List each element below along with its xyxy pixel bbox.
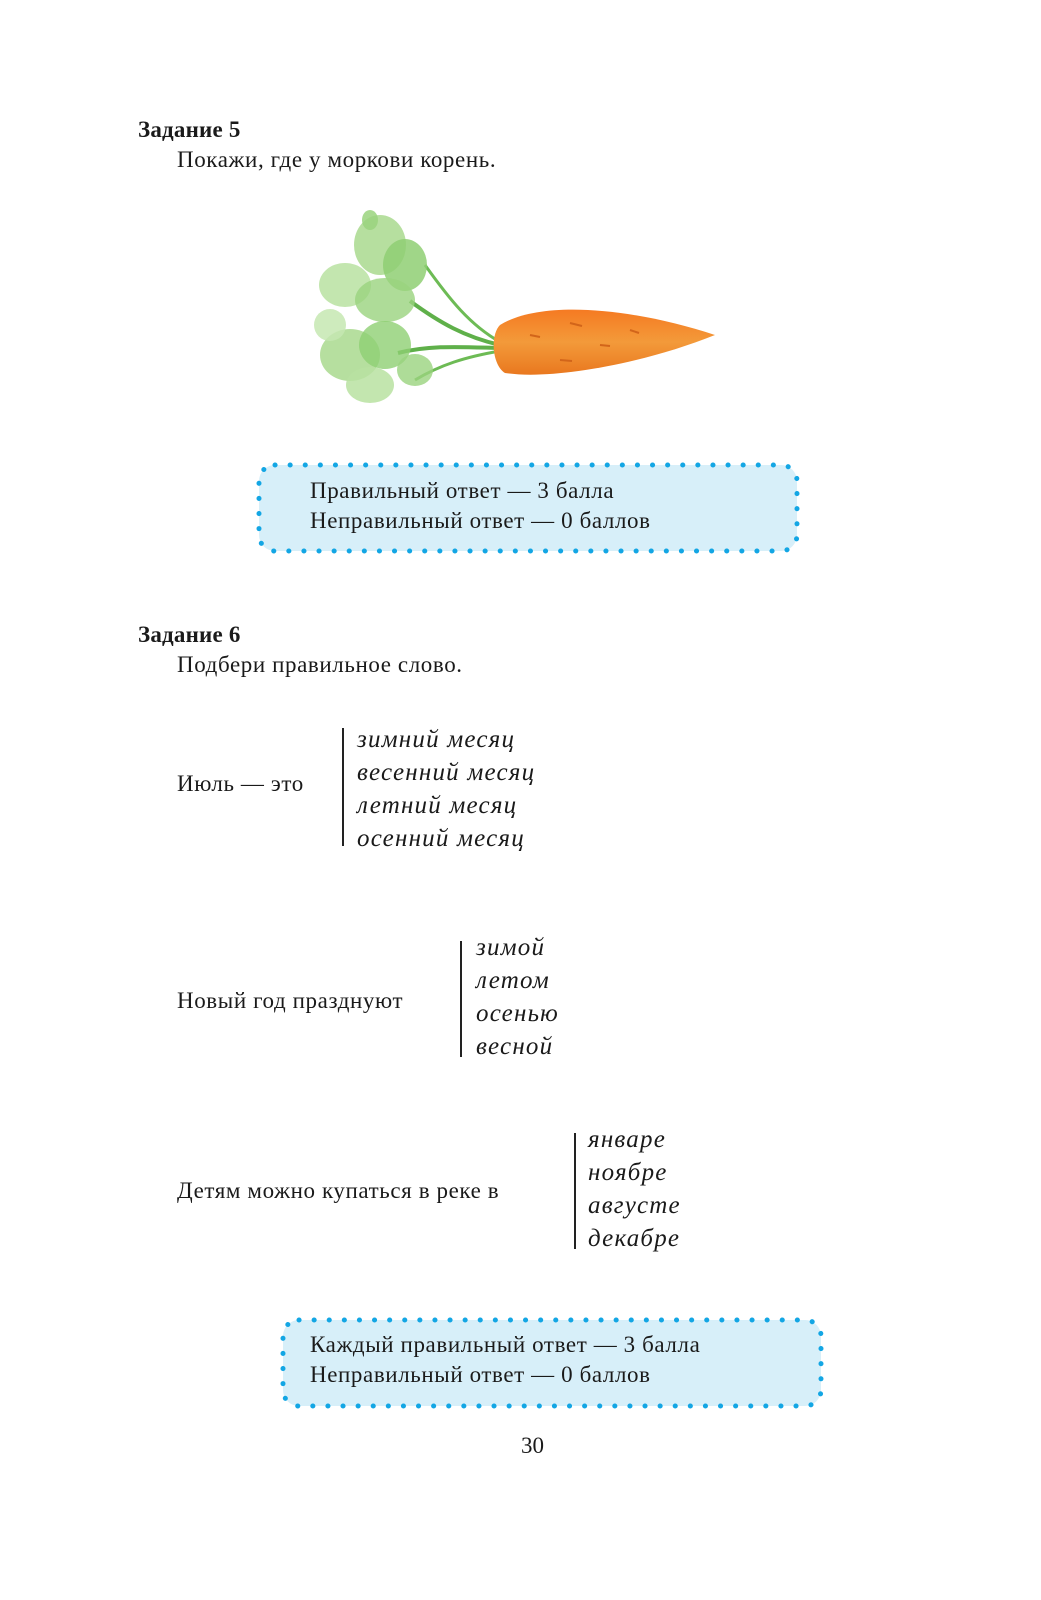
q2-option[interactable]: осенью: [476, 1000, 559, 1027]
task6-title: Задание 6: [138, 622, 241, 647]
q1-option[interactable]: зимний месяц: [357, 726, 516, 753]
task5-text: Покажи, где у моркови корень.: [177, 147, 497, 172]
carrot-illustration: [300, 205, 730, 415]
q3-divider: [574, 1133, 576, 1249]
q3-option[interactable]: августе: [588, 1192, 681, 1219]
task6-text: Подбери правильное слово.: [177, 652, 463, 677]
q2-option[interactable]: весной: [476, 1033, 554, 1060]
task5-title: Задание 5: [138, 117, 241, 142]
q3-option[interactable]: январе: [588, 1126, 667, 1153]
carrot-root: [494, 310, 715, 375]
q1-option[interactable]: осенний месяц: [357, 825, 525, 852]
task5-score-line-2: Неправильный ответ — 0 баллов: [310, 508, 651, 533]
task5-score-line-1: Правильный ответ — 3 балла: [310, 478, 615, 503]
q1-stem: Июль — это: [177, 771, 304, 796]
q2-divider: [460, 941, 462, 1057]
task6-score-line-2: Неправильный ответ — 0 баллов: [310, 1362, 651, 1387]
carrot-leaves: [314, 210, 500, 403]
q2-options: [476, 931, 559, 1063]
q1-options: [357, 723, 535, 855]
q2-option[interactable]: летом: [476, 967, 550, 994]
q1-option[interactable]: летний месяц: [357, 792, 518, 819]
q1-divider: [342, 728, 344, 846]
q3-option[interactable]: декабре: [588, 1225, 681, 1252]
q1-option[interactable]: весенний месяц: [357, 759, 536, 786]
q2-option[interactable]: зимой: [476, 934, 546, 961]
task6-score-line-1: Каждый правильный ответ — 3 балла: [310, 1332, 701, 1357]
q2-stem: Новый год празднуют: [177, 988, 404, 1013]
q3-options: [588, 1123, 681, 1255]
q3-stem: Детям можно купаться в реке в: [177, 1178, 500, 1203]
task6-dotted-border: [281, 1318, 823, 1408]
task5-dotted-border: [257, 463, 799, 553]
q3-option[interactable]: ноябре: [588, 1159, 668, 1186]
page-number: 30: [521, 1433, 544, 1458]
